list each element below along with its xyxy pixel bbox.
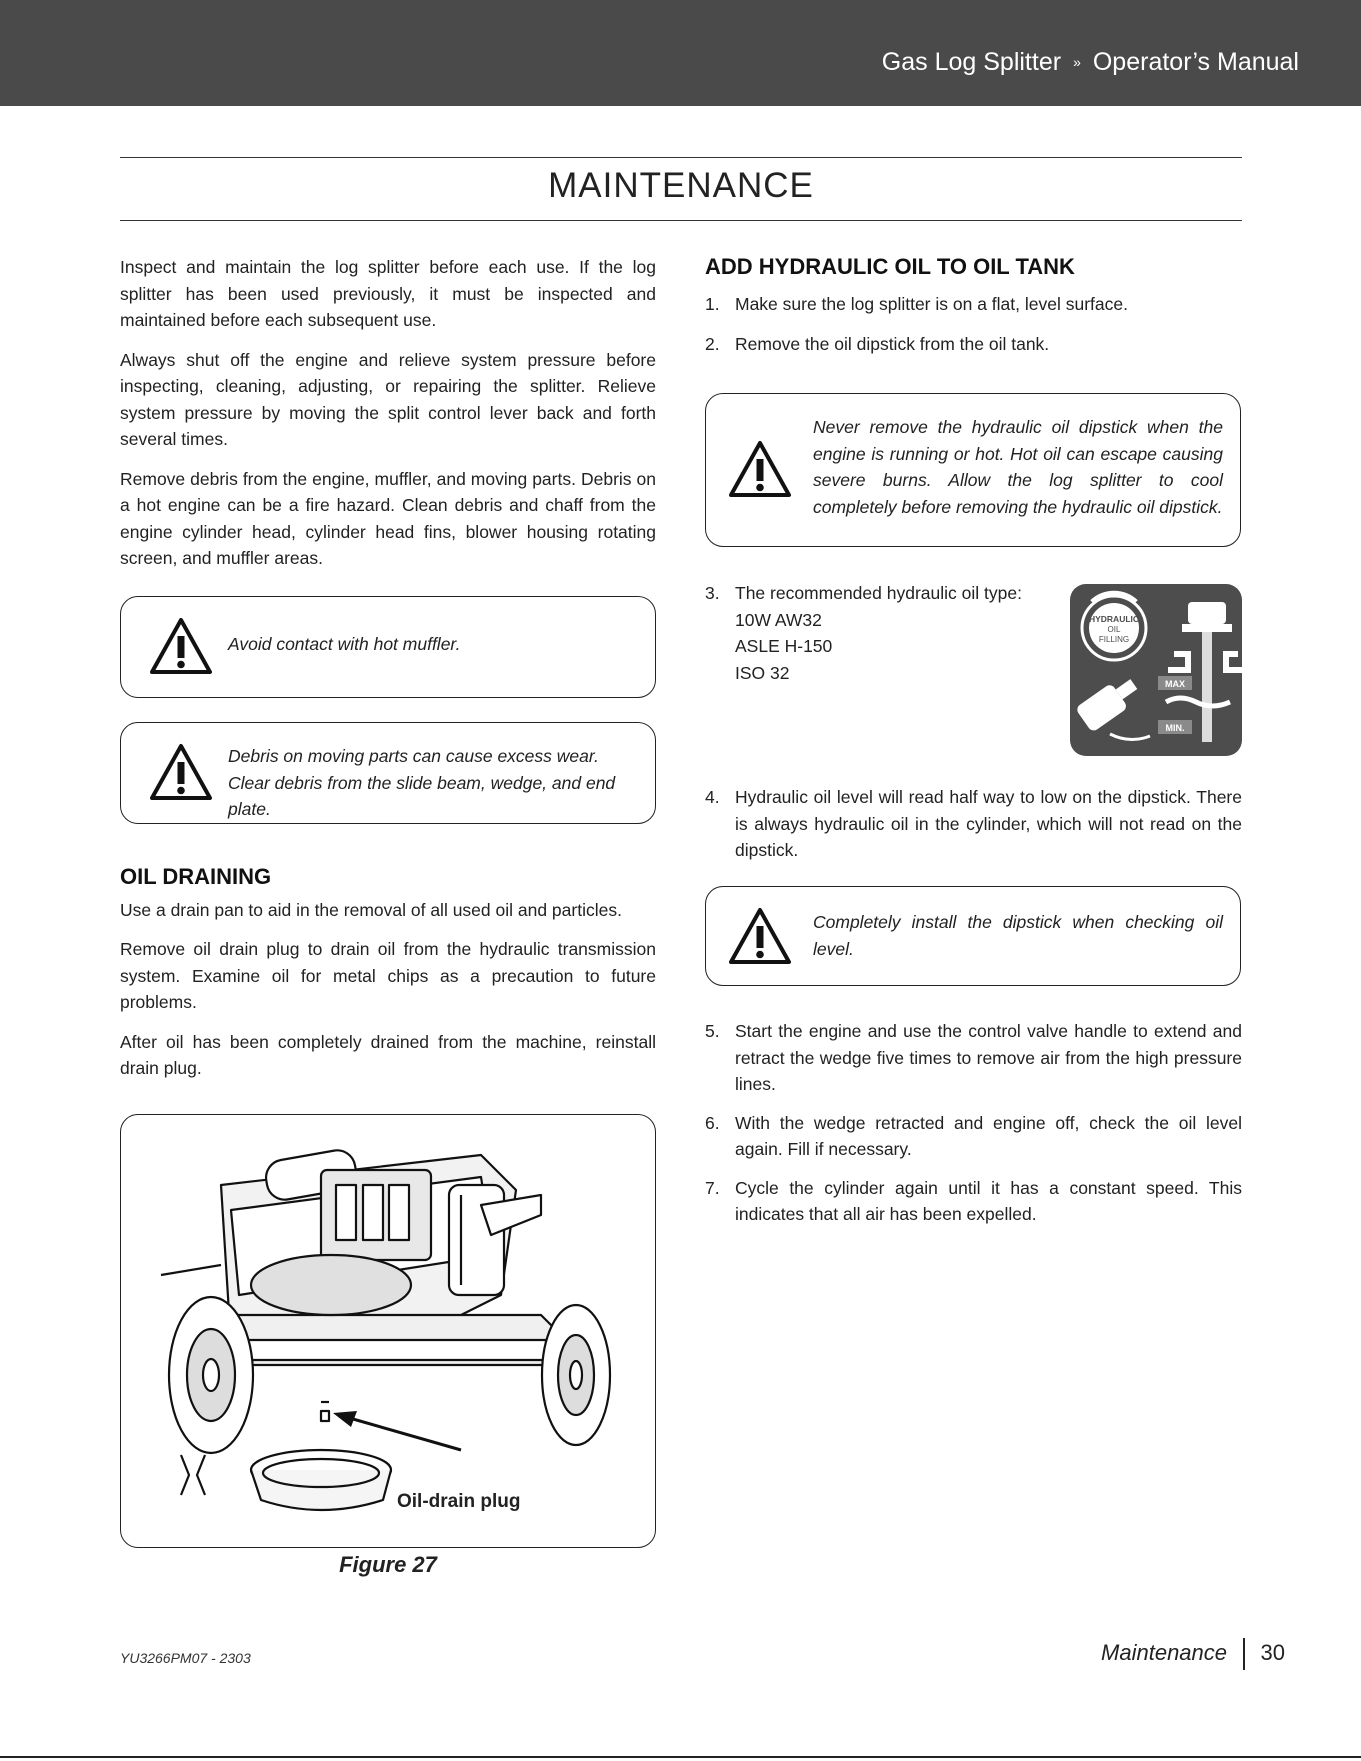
- step-text: Cycle the cylinder again until it has a constant speed. This indicates that all air has been expelled.: [735, 1177, 1242, 1224]
- step-item: [705, 1018, 1242, 1098]
- intro-paragraph: Always shut off the engine and relieve system pressure before inspecting, cleaning, adjusting, or repairing the splitter. Relieve system pressure by moving the split control lever back and forth several times.: [120, 349, 656, 449]
- page-number: 30: [1260, 1639, 1285, 1665]
- step-number: 7.: [705, 1177, 720, 1198]
- step-item: [705, 580, 1065, 686]
- left-intro: [120, 254, 656, 585]
- breadcrumb-product: Gas Log Splitter: [881, 48, 1062, 76]
- oil-type: ASLE H-150: [735, 636, 833, 656]
- badge-line-3: FILLING: [1098, 635, 1130, 644]
- section-heading: ADD HYDRAULIC OIL TO OIL TANK: [705, 254, 1075, 279]
- min-label: MIN.: [1165, 723, 1185, 733]
- step-number: 2.: [705, 334, 720, 354]
- figure-label: Oil-drain plug: [397, 1491, 521, 1512]
- warning-text: Debris on moving parts can cause excess wear. Clear debris from the slide beam, wedge, and end plate.: [228, 746, 616, 819]
- breadcrumb-separator: »: [1073, 54, 1081, 70]
- oil-draining-section: [120, 864, 656, 1095]
- right-top: [705, 254, 1242, 358]
- step-number: 6.: [705, 1112, 720, 1133]
- steps-list-b: [705, 580, 1065, 686]
- step-item: [705, 1175, 1242, 1228]
- bottom-rule: [0, 1756, 1361, 1758]
- step-number: 4.: [705, 787, 720, 807]
- step-4-block: [705, 784, 1242, 864]
- intro-paragraph: Remove debris from the engine, muffler, and moving parts. Debris on a hot engine can be a fire hazard. Clean debris and chaff from the engine cylinder head, cylinder head fins, blower housing rotating screen, and muffler areas.: [120, 468, 656, 568]
- oil-draining-paragraph: Remove oil drain plug to drain oil from the hydraulic transmission system. Examine oil for metal chips as a precaution to future problems.: [120, 939, 656, 1012]
- warning-box-debris: [120, 722, 656, 824]
- header-bar: [0, 0, 1361, 106]
- oil-draining-paragraph: After oil has been completely drained from the machine, reinstall drain plug.: [120, 1031, 656, 1078]
- steps-5-7-block: [705, 1018, 1242, 1228]
- warning-triangle-icon: [728, 440, 792, 498]
- step-text: Hydraulic oil level will read half way to low on the dipstick. There is always hydraulic oil in the cylinder, which will not read on the dipstick.: [735, 787, 1242, 860]
- page-title: MAINTENANCE: [548, 166, 814, 205]
- warning-box-install: [705, 886, 1241, 986]
- step-text: With the wedge retracted and engine off, check the oil level again. Fill if necessary.: [735, 1112, 1242, 1159]
- breadcrumb-manual: Operator’s Manual: [1092, 48, 1299, 76]
- step-text: Start the engine and use the control valve handle to extend and retract the wedge five times to remove air from the high pressure lines.: [735, 1021, 1242, 1094]
- warning-text: Avoid contact with hot muffler.: [228, 634, 461, 654]
- intro-paragraph: Inspect and maintain the log splitter before each use. If the log splitter has been used previously, it must be inspected and maintained before each subsequent use.: [120, 257, 656, 330]
- title-rule-bottom: [120, 220, 1242, 221]
- title-rule-top: [120, 157, 1242, 158]
- warning-triangle-icon: [728, 907, 792, 965]
- log-splitter-illustration: [121, 1115, 656, 1548]
- figure-caption: Figure 27: [339, 1552, 437, 1577]
- warning-triangle-icon: [149, 617, 213, 675]
- warning-text: Never remove the hydraulic oil dipstick when the engine is running or hot. Hot oil can escape causing severe burns. Allow the log splitter to cool completely before removing the hydraulic oil dipstick.: [813, 417, 1223, 517]
- steps-list-c: [705, 784, 1242, 864]
- step-item: [705, 1110, 1242, 1163]
- oil-type: ISO 32: [735, 662, 790, 683]
- page-footer: [1101, 1638, 1285, 1670]
- warning-box-muffler: [120, 596, 656, 698]
- hydraulic-oil-filling-icon: [1070, 584, 1242, 756]
- warning-box-dipstick: [705, 393, 1241, 547]
- steps-list-d: [705, 1018, 1242, 1228]
- oil-draining-paragraph: Use a drain pan to aid in the removal of all used oil and particles.: [120, 899, 622, 920]
- figure-oil-drain: [120, 1114, 656, 1548]
- oil-type: 10W AW32: [735, 609, 822, 630]
- step-item: [705, 784, 1242, 864]
- max-label: MAX: [1165, 679, 1185, 689]
- footer-section: Maintenance: [1101, 1639, 1228, 1665]
- step-text: Make sure the log splitter is on a flat, level surface.: [735, 293, 1128, 314]
- step-item: [705, 291, 1242, 318]
- step-number: 3.: [705, 583, 720, 603]
- section-heading: OIL DRAINING: [120, 864, 272, 889]
- warning-triangle-icon: [149, 743, 213, 801]
- steps-list-a: [705, 291, 1242, 358]
- footer-divider: [1243, 1638, 1245, 1670]
- badge-line-2: OIL: [1107, 625, 1121, 634]
- doc-code: YU3266PM07 - 2303: [120, 1650, 251, 1666]
- step-item: [705, 331, 1242, 358]
- breadcrumb: [882, 48, 1299, 77]
- badge-line-1: HYDRAULIC: [1088, 614, 1140, 624]
- step-3-block: [705, 580, 1065, 686]
- step-number: 5.: [705, 1021, 720, 1041]
- oil-filling-graphic: [1070, 584, 1242, 756]
- warning-text: Completely install the dipstick when checking oil level.: [813, 912, 1223, 959]
- step-text: The recommended hydraulic oil type:: [735, 583, 1022, 603]
- step-number: 1.: [705, 293, 720, 314]
- step-text: Remove the oil dipstick from the oil tank.: [735, 334, 1050, 354]
